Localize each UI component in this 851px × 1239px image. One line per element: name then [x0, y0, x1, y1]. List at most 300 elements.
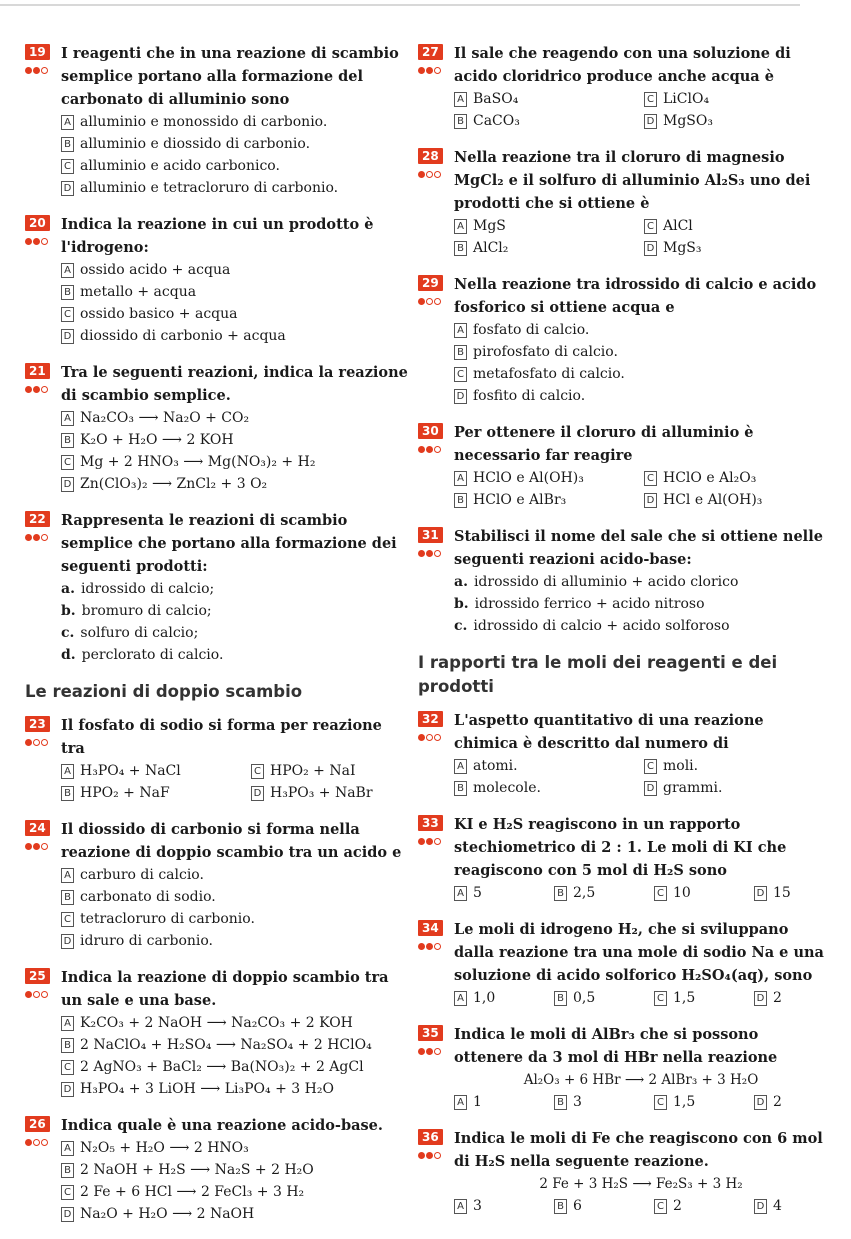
- difficulty-dot: [426, 298, 433, 305]
- difficulty-dot: [418, 550, 425, 557]
- difficulty-dot: [25, 238, 32, 245]
- option-letter-box: B: [61, 890, 74, 905]
- option-letter-box: B: [61, 786, 74, 801]
- question-24: [25, 818, 410, 952]
- answer-option[interactable]: [644, 467, 824, 489]
- option-letter-box: B: [61, 1038, 74, 1053]
- option-text: ossido basico + acqua: [80, 306, 238, 322]
- answer-option[interactable]: [61, 1203, 410, 1225]
- sub-item-letter: b.: [454, 596, 469, 612]
- answer-option[interactable]: [454, 489, 644, 511]
- option-text: tetracloruro di carbonio.: [80, 911, 255, 927]
- answer-option[interactable]: [61, 1056, 410, 1078]
- difficulty-dot: [418, 171, 425, 178]
- sub-item: [61, 600, 410, 622]
- option-letter-box: D: [61, 477, 74, 492]
- difficulty-dot: [33, 991, 40, 998]
- difficulty-dot: [418, 298, 425, 305]
- difficulty-dot: [33, 67, 40, 74]
- option-text: 1: [473, 1094, 482, 1110]
- question-text: Indica la reazione in cui un prodotto è l'idrogeno:: [61, 216, 374, 256]
- option-letter-box: D: [644, 114, 657, 129]
- option-text: 2 Fe + 6 HCl ⟶ 2 FeCl₃ + 3 H₂: [80, 1184, 305, 1200]
- option-letter-box: D: [644, 241, 657, 256]
- question-number: 21: [25, 363, 50, 379]
- sub-item-letter: d.: [61, 647, 76, 663]
- option-letter-box: B: [454, 241, 467, 256]
- question-text: Indica la reazione di doppio scambio tra un sale e una base.: [61, 969, 389, 1009]
- difficulty-dot: [418, 1152, 425, 1159]
- option-letter-box: C: [654, 886, 667, 901]
- difficulty-dots: [418, 298, 442, 308]
- difficulty-dots: [25, 534, 49, 544]
- option-text: 2: [773, 1094, 782, 1110]
- option-letter-box: A: [61, 868, 74, 883]
- answer-option[interactable]: [61, 429, 410, 451]
- sub-item: [61, 622, 410, 644]
- question-number: 34: [418, 920, 443, 936]
- question-number: 22: [25, 511, 50, 527]
- question-20: [25, 213, 410, 347]
- answer-option[interactable]: [654, 1091, 754, 1113]
- answer-option[interactable]: [61, 886, 410, 908]
- answer-option[interactable]: [61, 281, 410, 303]
- option-letter-box: B: [454, 493, 467, 508]
- question-text: Indica quale è una reazione acido-base.: [61, 1117, 383, 1134]
- option-letter-box: C: [61, 455, 74, 470]
- answer-option[interactable]: [754, 1195, 844, 1217]
- option-text: MgSO₃: [663, 113, 713, 129]
- option-letter-box: C: [644, 92, 657, 107]
- question-number: 28: [418, 148, 443, 164]
- difficulty-dots: [418, 838, 442, 848]
- option-letter-box: B: [454, 114, 467, 129]
- option-letter-box: B: [61, 137, 74, 152]
- option-text: BaSO₄: [473, 91, 519, 107]
- option-text: 4: [773, 1198, 782, 1214]
- difficulty-dot: [33, 1139, 40, 1146]
- answer-option[interactable]: [61, 1159, 410, 1181]
- difficulty-dot: [434, 838, 441, 845]
- question-text: L'aspetto quantitativo di una reazione chimica è descritto dal numero di: [454, 712, 764, 752]
- answer-option[interactable]: [454, 882, 554, 904]
- answer-option[interactable]: [554, 987, 654, 1009]
- option-text: AlCl₂: [473, 240, 509, 256]
- option-letter-box: A: [454, 759, 467, 774]
- option-letter-box: A: [61, 764, 74, 779]
- option-text: metallo + acqua: [80, 284, 197, 300]
- answer-option[interactable]: [61, 133, 410, 155]
- sub-item-text: solfuro di calcio;: [80, 625, 199, 641]
- option-letter-box: A: [61, 263, 74, 278]
- answer-options: [454, 467, 828, 511]
- sub-item-letter: a.: [61, 581, 75, 597]
- option-letter-box: D: [754, 991, 767, 1006]
- difficulty-dot: [434, 298, 441, 305]
- option-letter-box: A: [454, 323, 467, 338]
- answer-option[interactable]: [554, 1195, 654, 1217]
- option-text: K₂O + H₂O ⟶ 2 KOH: [80, 432, 234, 448]
- option-text: CaCO₃: [473, 113, 520, 129]
- sub-item: [454, 593, 828, 615]
- question-35: [418, 1023, 828, 1113]
- answer-option[interactable]: [454, 755, 644, 777]
- answer-option[interactable]: [61, 782, 251, 804]
- question-number: 26: [25, 1116, 50, 1132]
- option-letter-box: C: [644, 471, 657, 486]
- option-letter-box: C: [654, 1199, 667, 1214]
- answer-option[interactable]: [61, 908, 410, 930]
- option-text: 3: [573, 1094, 582, 1110]
- question-text: Le moli di idrogeno H₂, che si sviluppano dalla reazione tra una mole di sodio Na e una soluzione di acido solforico H₂SO₄(aq), sono: [454, 921, 824, 984]
- difficulty-dots: [418, 446, 442, 456]
- difficulty-dots: [418, 550, 442, 560]
- option-letter-box: B: [554, 886, 567, 901]
- option-text: 10: [673, 885, 691, 901]
- difficulty-dot: [25, 67, 32, 74]
- question-29: [418, 273, 828, 407]
- question-28: [418, 146, 828, 259]
- difficulty-dot: [434, 67, 441, 74]
- answer-option[interactable]: [654, 882, 754, 904]
- difficulty-dot: [33, 386, 40, 393]
- difficulty-dot: [41, 1139, 48, 1146]
- top-rule: [0, 4, 800, 6]
- answer-options: [61, 1137, 410, 1225]
- question-text: Indica le moli di AlBr₃ che si possono ottenere da 3 mol di HBr nella reazione: [454, 1026, 778, 1066]
- question-21: [25, 361, 410, 495]
- question-text: Stabilisci il nome del sale che si ottiene nelle seguenti reazioni acido-base:: [454, 528, 823, 568]
- answer-option[interactable]: [61, 864, 410, 886]
- answer-option[interactable]: [454, 341, 828, 363]
- difficulty-dot: [434, 943, 441, 950]
- question-text: Nella reazione tra il cloruro di magnesio MgCl₂ e il solfuro di alluminio Al₂S₃ uno dei prodotti che si ottiene è: [454, 149, 811, 212]
- difficulty-dot: [33, 739, 40, 746]
- sub-item-text: idrossido di calcio + acido solforoso: [473, 618, 730, 634]
- difficulty-dot: [426, 943, 433, 950]
- answer-option[interactable]: [454, 363, 828, 385]
- option-text: 6: [573, 1198, 582, 1214]
- question-19: [25, 42, 410, 199]
- answer-option[interactable]: [654, 987, 754, 1009]
- answer-options: [61, 259, 410, 347]
- answer-option[interactable]: [754, 882, 844, 904]
- answer-option[interactable]: [644, 110, 824, 132]
- answer-option[interactable]: [61, 303, 410, 325]
- answer-options: [454, 1195, 828, 1217]
- answer-option[interactable]: [454, 88, 644, 110]
- option-letter-box: D: [754, 886, 767, 901]
- option-text: 1,0: [473, 990, 496, 1006]
- option-text: 1,5: [673, 990, 696, 1006]
- option-letter-box: C: [251, 764, 264, 779]
- difficulty-dot: [426, 734, 433, 741]
- option-text: alluminio e diossido di carbonio.: [80, 136, 311, 152]
- answer-option[interactable]: [454, 237, 644, 259]
- difficulty-dots: [25, 67, 49, 77]
- option-text: grammi.: [663, 780, 723, 796]
- difficulty-dots: [418, 1152, 442, 1162]
- answer-option[interactable]: [454, 1195, 554, 1217]
- reaction-equation: 2 Fe + 3 H₂S ⟶ Fe₂S₃ + 3 H₂: [539, 1176, 743, 1192]
- answer-options: [454, 1091, 828, 1113]
- option-text: 2 NaOH + H₂S ⟶ Na₂S + 2 H₂O: [80, 1162, 314, 1178]
- option-text: ossido acido + acqua: [80, 262, 231, 278]
- answer-option[interactable]: [754, 987, 844, 1009]
- difficulty-dot: [25, 386, 32, 393]
- option-letter-box: D: [644, 781, 657, 796]
- answer-option[interactable]: [644, 755, 824, 777]
- question-number: 25: [25, 968, 50, 984]
- option-letter-box: C: [61, 1185, 74, 1200]
- question-27: [418, 42, 828, 132]
- right-column: [418, 42, 828, 1231]
- option-text: fosfato di calcio.: [473, 322, 590, 338]
- question-text: Per ottenere il cloruro di alluminio è necessario far reagire: [454, 424, 754, 464]
- answer-option[interactable]: [61, 1181, 410, 1203]
- answer-option[interactable]: [61, 259, 410, 281]
- option-letter-box: C: [654, 1095, 667, 1110]
- sub-item-text: perclorato di calcio.: [81, 647, 224, 663]
- difficulty-dot: [33, 238, 40, 245]
- difficulty-dot: [434, 171, 441, 178]
- answer-option[interactable]: [61, 1034, 410, 1056]
- option-text: H₃PO₄ + NaCl: [80, 763, 181, 779]
- option-letter-box: A: [454, 92, 467, 107]
- reaction-equation: Al₂O₃ + 6 HBr ⟶ 2 AlBr₃ + 3 H₂O: [523, 1072, 759, 1088]
- option-letter-box: A: [454, 1095, 467, 1110]
- sub-item-text: idrossido di alluminio + acido clorico: [473, 574, 739, 590]
- answer-option[interactable]: [644, 215, 824, 237]
- question-34: [418, 918, 828, 1009]
- option-text: fosfito di calcio.: [473, 388, 586, 404]
- question-text: Il diossido di carbonio si forma nella reazione di doppio scambio tra un acido e: [61, 821, 402, 861]
- difficulty-dots: [418, 1048, 442, 1058]
- option-letter-box: B: [454, 345, 467, 360]
- answer-option[interactable]: [644, 88, 824, 110]
- answer-option[interactable]: [454, 319, 828, 341]
- option-letter-box: B: [61, 285, 74, 300]
- answer-option[interactable]: [61, 177, 410, 199]
- option-text: diossido di carbonio + acqua: [80, 328, 286, 344]
- option-letter-box: D: [754, 1199, 767, 1214]
- answer-option[interactable]: [454, 110, 644, 132]
- sub-item: [61, 578, 410, 600]
- answer-option[interactable]: [61, 1012, 410, 1034]
- option-text: 2,5: [573, 885, 596, 901]
- sub-item-text: idrossido di calcio;: [80, 581, 215, 597]
- answer-options: [61, 111, 410, 199]
- option-text: idruro di carbonio.: [80, 933, 214, 949]
- option-text: Mg + 2 HNO₃ ⟶ Mg(NO₃)₂ + H₂: [80, 454, 316, 470]
- option-text: alluminio e acido carbonico.: [80, 158, 280, 174]
- difficulty-dot: [41, 238, 48, 245]
- answer-options: [61, 864, 410, 952]
- difficulty-dots: [25, 739, 49, 749]
- difficulty-dot: [418, 446, 425, 453]
- question-text: Nella reazione tra idrossido di calcio e acido fosforico si ottiene acqua e: [454, 276, 817, 316]
- answer-options: [61, 1012, 410, 1100]
- answer-option[interactable]: [454, 385, 828, 407]
- option-text: 2: [773, 990, 782, 1006]
- option-text: N₂O₅ + H₂O ⟶ 2 HNO₃: [80, 1140, 249, 1156]
- answer-option[interactable]: [554, 882, 654, 904]
- answer-options: [454, 88, 828, 132]
- option-letter-box: A: [61, 115, 74, 130]
- answer-option[interactable]: [754, 1091, 844, 1113]
- difficulty-dot: [426, 550, 433, 557]
- question-text: Tra le seguenti reazioni, indica la reazione di scambio semplice.: [61, 364, 408, 404]
- sub-item-letter: a.: [454, 574, 468, 590]
- question-number: 23: [25, 716, 50, 732]
- question-26: [25, 1114, 410, 1225]
- question-30: [418, 421, 828, 511]
- answer-option[interactable]: [61, 930, 410, 952]
- sub-item: [454, 615, 828, 637]
- answer-option[interactable]: [61, 325, 410, 347]
- option-text: MgS₃: [663, 240, 702, 256]
- answer-option[interactable]: [61, 760, 251, 782]
- option-letter-box: D: [61, 181, 74, 196]
- question-number: 20: [25, 215, 50, 231]
- option-text: Zn(ClO₃)₂ ⟶ ZnCl₂ + 3 O₂: [80, 476, 268, 492]
- difficulty-dot: [426, 838, 433, 845]
- option-letter-box: C: [654, 991, 667, 1006]
- question-text: Rappresenta le reazioni di scambio semplice che portano alla formazione dei seguenti prodotti:: [61, 512, 397, 575]
- option-text: AlCl: [663, 218, 693, 234]
- option-letter-box: A: [61, 1016, 74, 1031]
- answer-options: [454, 755, 828, 799]
- difficulty-dot: [25, 739, 32, 746]
- option-letter-box: C: [61, 307, 74, 322]
- option-letter-box: B: [554, 991, 567, 1006]
- answer-option[interactable]: [454, 777, 644, 799]
- option-letter-box: D: [61, 329, 74, 344]
- difficulty-dot: [418, 1048, 425, 1055]
- difficulty-dot: [41, 843, 48, 850]
- option-text: pirofosfato di calcio.: [473, 344, 618, 360]
- answer-option[interactable]: [644, 237, 824, 259]
- difficulty-dot: [41, 386, 48, 393]
- difficulty-dot: [418, 734, 425, 741]
- option-letter-box: D: [61, 934, 74, 949]
- question-text: Indica le moli di Fe che reagiscono con 6 mol di H₂S nella seguente reazione.: [454, 1130, 823, 1170]
- option-letter-box: D: [454, 389, 467, 404]
- option-letter-box: D: [61, 1082, 74, 1097]
- option-letter-box: D: [754, 1095, 767, 1110]
- option-letter-box: A: [454, 886, 467, 901]
- option-text: 2 NaClO₄ + H₂SO₄ ⟶ Na₂SO₄ + 2 HClO₄: [80, 1037, 372, 1053]
- answer-option[interactable]: [61, 473, 410, 495]
- question-number: 30: [418, 423, 443, 439]
- answer-option[interactable]: [554, 1091, 654, 1113]
- difficulty-dots: [418, 171, 442, 181]
- sub-item: [454, 571, 828, 593]
- difficulty-dot: [418, 838, 425, 845]
- option-text: HClO e Al(OH)₃: [473, 470, 584, 486]
- option-text: 5: [473, 885, 482, 901]
- difficulty-dot: [41, 991, 48, 998]
- answer-option[interactable]: [654, 1195, 754, 1217]
- option-text: HPO₂ + NaF: [80, 785, 170, 801]
- difficulty-dot: [434, 550, 441, 557]
- question-number: 29: [418, 275, 443, 291]
- option-text: 3: [473, 1198, 482, 1214]
- answer-options: [61, 760, 410, 804]
- answer-option[interactable]: [454, 215, 644, 237]
- answer-option[interactable]: [61, 111, 410, 133]
- option-letter-box: C: [644, 759, 657, 774]
- difficulty-dots: [418, 943, 442, 953]
- difficulty-dot: [418, 67, 425, 74]
- option-letter-box: B: [554, 1095, 567, 1110]
- difficulty-dots: [25, 843, 49, 853]
- difficulty-dot: [426, 171, 433, 178]
- difficulty-dots: [25, 991, 49, 1001]
- sub-item-text: idrossido ferrico + acido nitroso: [474, 596, 705, 612]
- option-letter-box: C: [61, 159, 74, 174]
- option-text: alluminio e tetracloruro di carbonio.: [80, 180, 339, 196]
- question-number: 35: [418, 1025, 443, 1041]
- option-text: moli.: [663, 758, 699, 774]
- answer-options: [61, 407, 410, 495]
- option-text: 2: [673, 1198, 682, 1214]
- question-number: 19: [25, 44, 50, 60]
- question-text: Il fosfato di sodio si forma per reazione tra: [61, 717, 382, 757]
- answer-option[interactable]: [454, 1091, 554, 1113]
- answer-option[interactable]: [61, 1137, 410, 1159]
- question-text: KI e H₂S reagiscono in un rapporto stechiometrico di 2 : 1. Le moli di KI che reagiscono con 5 mol di H₂S sono: [454, 816, 787, 879]
- option-text: H₃PO₄ + 3 LiOH ⟶ Li₃PO₄ + 3 H₂O: [80, 1081, 334, 1097]
- question-25: [25, 966, 410, 1100]
- difficulty-dots: [25, 386, 49, 396]
- sub-item-letter: c.: [454, 618, 468, 634]
- difficulty-dot: [426, 67, 433, 74]
- option-text: Na₂CO₃ ⟶ Na₂O + CO₂: [80, 410, 250, 426]
- difficulty-dot: [25, 991, 32, 998]
- answer-options: [454, 215, 828, 259]
- answer-options: [454, 319, 828, 407]
- answer-option[interactable]: [61, 451, 410, 473]
- difficulty-dot: [25, 534, 32, 541]
- option-text: LiClO₄: [663, 91, 710, 107]
- question-number: 32: [418, 711, 443, 727]
- answer-option[interactable]: [61, 407, 410, 429]
- question-number: 36: [418, 1129, 443, 1145]
- answer-option[interactable]: [644, 777, 824, 799]
- option-text: HClO e AlBr₃: [473, 492, 567, 508]
- answer-options: [454, 882, 828, 904]
- option-text: 2 AgNO₃ + BaCl₂ ⟶ Ba(NO₃)₂ + 2 AgCl: [80, 1059, 364, 1075]
- answer-option[interactable]: [454, 987, 554, 1009]
- option-text: MgS: [473, 218, 506, 234]
- difficulty-dot: [434, 734, 441, 741]
- answer-option[interactable]: [61, 155, 410, 177]
- question-number: 24: [25, 820, 50, 836]
- option-letter-box: C: [644, 219, 657, 234]
- answer-option[interactable]: [251, 760, 431, 782]
- answer-option[interactable]: [61, 1078, 410, 1100]
- option-text: alluminio e monossido di carbonio.: [80, 114, 328, 130]
- option-text: K₂CO₃ + 2 NaOH ⟶ Na₂CO₃ + 2 KOH: [80, 1015, 353, 1031]
- difficulty-dot: [25, 843, 32, 850]
- answer-option[interactable]: [644, 489, 824, 511]
- answer-option[interactable]: [251, 782, 431, 804]
- answer-option[interactable]: [454, 467, 644, 489]
- sub-item-letter: b.: [61, 603, 76, 619]
- difficulty-dot: [41, 534, 48, 541]
- sub-item: [61, 644, 410, 666]
